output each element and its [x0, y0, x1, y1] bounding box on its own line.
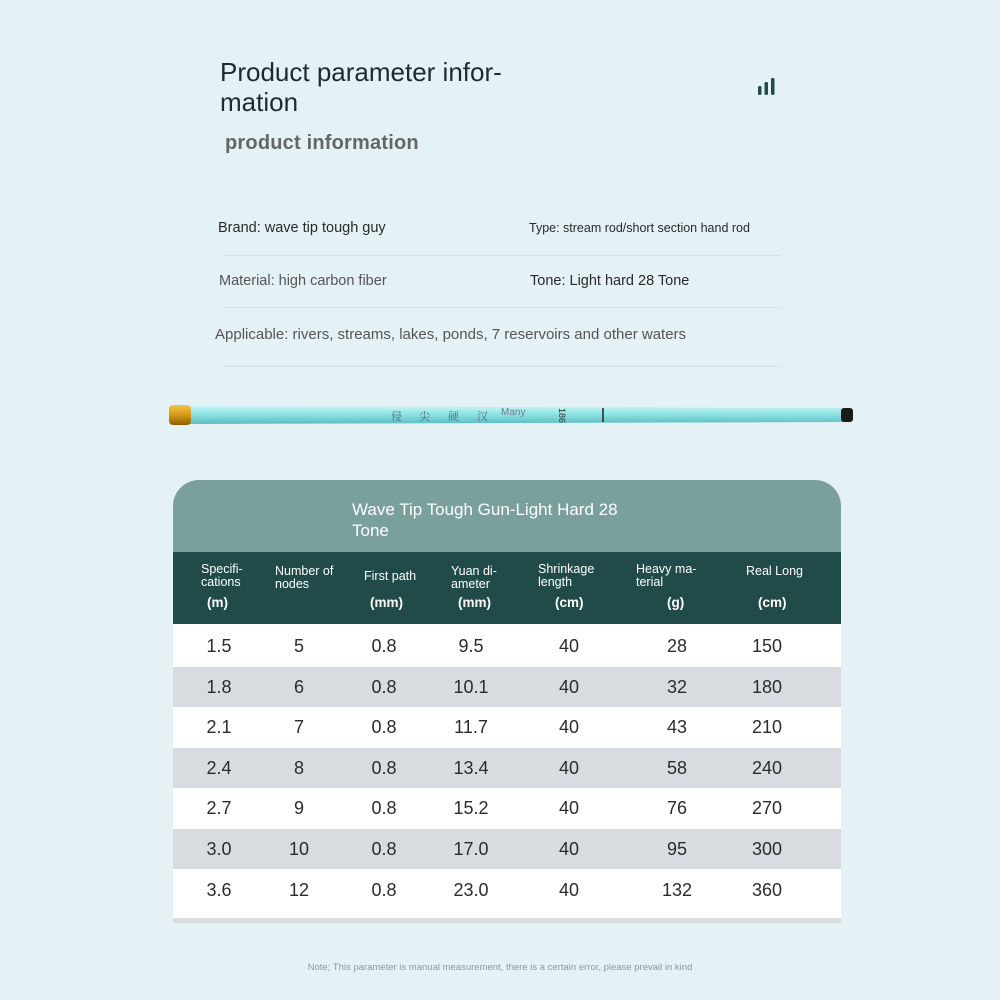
table-row	[173, 667, 841, 707]
table-bottom-strip	[173, 918, 841, 923]
spec-table	[173, 480, 841, 923]
table-cell: 10.1	[453, 676, 489, 697]
column-header: Real Long	[746, 564, 803, 578]
column-unit: (m)	[207, 595, 228, 610]
svg-text:尖: 尖	[419, 410, 430, 423]
table-cell: 43	[666, 717, 688, 738]
column-unit: (cm)	[555, 595, 584, 610]
material-info: Material: high carbon fiber	[219, 273, 387, 289]
table-cell: 360	[751, 879, 783, 900]
table-cell: 2.1	[206, 717, 232, 738]
table-row	[173, 707, 841, 747]
table-row	[173, 748, 841, 788]
table-cell: 3.6	[206, 879, 232, 900]
table-cell: 132	[661, 879, 693, 900]
table-cell: 32	[666, 676, 688, 697]
table-cell: 23.0	[453, 879, 489, 900]
rod-label: Many	[501, 407, 526, 418]
brand-info: Brand: wave tip tough guy	[218, 220, 386, 236]
column-header: Number of nodes	[275, 564, 334, 591]
table-cell: 15.2	[453, 798, 489, 819]
table-cell: 1.8	[206, 676, 232, 697]
table-cell: 0.8	[371, 798, 397, 819]
table-cell: 40	[558, 798, 580, 819]
column-header: First path	[364, 569, 417, 583]
svg-text:硬: 硬	[448, 410, 459, 423]
column-header: Yuan di- ameter	[451, 564, 497, 591]
column-unit: (mm)	[458, 595, 491, 610]
table-cell: 40	[558, 879, 580, 900]
table-cell: 11.7	[454, 717, 488, 738]
signal-bars-icon	[757, 77, 777, 97]
table-title-bar	[173, 480, 841, 552]
table-cell: 180	[751, 676, 783, 697]
rod-length-mark: 186	[557, 408, 567, 424]
table-row	[173, 788, 841, 828]
column-header: Specifi- cations	[201, 562, 243, 589]
table-cell: 0.8	[371, 879, 397, 900]
table-cell: 150	[751, 636, 783, 656]
column-unit: (mm)	[370, 595, 403, 610]
table-cell: 13.4	[453, 757, 489, 778]
table-cell: 270	[751, 798, 783, 819]
applicable-info: Applicable: rivers, streams, lakes, ponds, 7 reservoirs and other waters	[215, 326, 687, 343]
table-cell: 210	[751, 717, 783, 738]
table-cell: 40	[558, 839, 580, 859]
fishing-rod-image	[165, 398, 855, 434]
table-row	[173, 626, 841, 666]
svg-text:侵: 侵	[391, 410, 402, 423]
table-cell: 2.4	[206, 757, 232, 778]
divider	[225, 255, 780, 256]
table-cell: 0.8	[371, 717, 397, 738]
tone-info: Tone: Light hard 28 Tone	[530, 273, 690, 289]
table-cell: 7	[293, 717, 304, 738]
column-unit: (g)	[667, 595, 685, 610]
table-cell: 240	[751, 757, 783, 778]
table-cell: 6	[293, 676, 304, 697]
page-title: Product parameter infor- mation	[220, 57, 502, 117]
table-cell: 2.7	[206, 798, 232, 819]
table-cell: 0.8	[371, 676, 397, 697]
table-row	[173, 870, 841, 910]
table-cell: 40	[558, 636, 580, 656]
divider	[225, 307, 780, 308]
table-cell: 3.0	[206, 839, 232, 859]
table-row	[173, 829, 841, 869]
table-cell: 9	[293, 798, 304, 819]
table-cell: 40	[558, 676, 580, 697]
table-cell: 17.0	[453, 839, 489, 859]
column-header: Shrinkage length	[538, 562, 595, 589]
svg-text:汉: 汉	[477, 410, 488, 423]
table-cell: 0.8	[371, 839, 397, 859]
table-header-row	[173, 552, 841, 624]
footnote: Note; This parameter is manual measurement, there is a certain error, please prevail in kind	[307, 962, 693, 973]
table-cell: 9.5	[458, 636, 484, 656]
column-header: Heavy ma- terial	[636, 562, 697, 589]
type-info: Type: stream rod/short section hand rod	[529, 221, 750, 235]
table-cell: 40	[558, 757, 580, 778]
table-cell: 40	[558, 717, 580, 738]
table-cell: 10	[288, 839, 310, 859]
table-cell: 95	[666, 839, 688, 859]
table-cell: 0.8	[371, 636, 397, 656]
table-cell: 0.8	[371, 757, 397, 778]
table-cell: 8	[293, 757, 304, 778]
column-unit: (cm)	[758, 595, 787, 610]
table-cell: 5	[293, 636, 304, 656]
table-cell: 1.5	[206, 636, 232, 656]
table-cell: 76	[666, 798, 688, 819]
divider	[225, 366, 780, 367]
table-cell: 300	[751, 839, 783, 859]
section-subtitle: product information	[225, 132, 419, 154]
table-cell: 28	[666, 636, 688, 656]
table-cell: 12	[288, 879, 310, 900]
table-cell: 58	[666, 757, 688, 778]
table-title: Wave Tip Tough Gun-Light Hard 28 Tone	[352, 500, 618, 540]
